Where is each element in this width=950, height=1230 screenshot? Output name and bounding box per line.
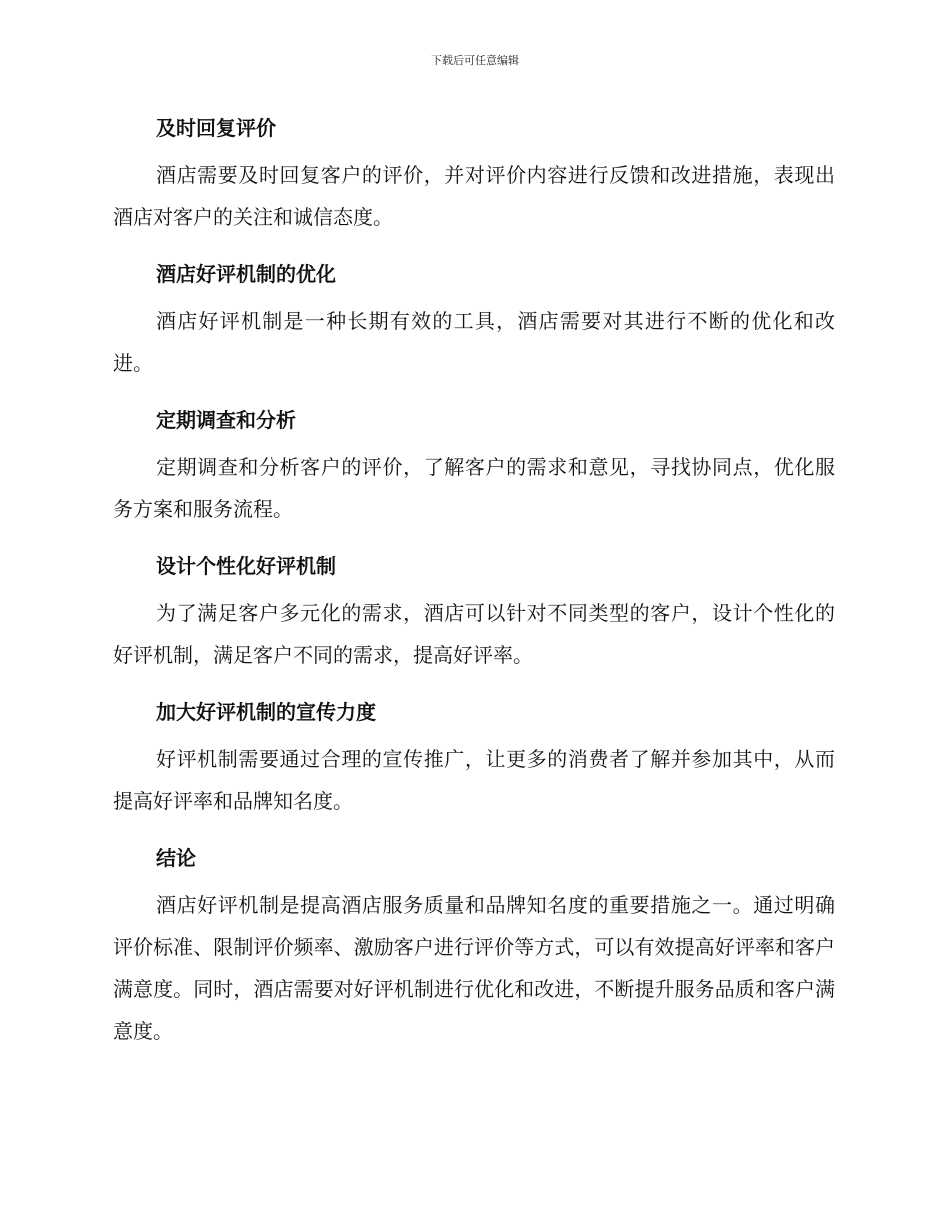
section-heading-optimization: 酒店好评机制的优化 [156,262,336,286]
section-body-promotion: 好评机制需要通过合理的宣传推广，让更多的消费者了解并参加其中，从而提高好评率和品牌知名度。 [113,747,835,813]
section-heading-survey: 定期调查和分析 [156,408,296,432]
section-body-personalized: 为了满足客户多元化的需求，酒店可以针对不同类型的客户，设计个性化的好评机制，满足客户不同的需求，提高好评率。 [113,601,835,667]
section-heading-conclusion: 结论 [156,846,196,870]
section-body-reply: 酒店需要及时回复客户的评价，并对评价内容进行反馈和改进措施，表现出酒店对客户的关注和诚信态度。 [113,163,835,229]
section-body-survey: 定期调查和分析客户的评价，了解客户的需求和意见，寻找协同点，优化服务方案和服务流程。 [113,455,835,521]
section-body-optimization: 酒店好评机制是一种长期有效的工具，酒店需要对其进行不断的优化和改进。 [113,309,835,375]
section-heading-reply: 及时回复评价 [156,116,276,140]
document-content [113,108,835,1068]
section-heading-promotion: 加大好评机制的宣传力度 [156,700,376,724]
page-header: 下载后可任意编辑 [431,54,519,67]
section-heading-personalized: 设计个性化好评机制 [156,554,336,578]
section-body-conclusion: 酒店好评机制是提高酒店服务质量和品牌知名度的重要措施之一。通过明确评价标准、限制评价频率、激励客户进行评价等方式，可以有效提高好评率和客户满意度。同时，酒店需要对好评机制进行优化和改进，不断提升服务品质和客户满意度。 [113,893,835,1043]
